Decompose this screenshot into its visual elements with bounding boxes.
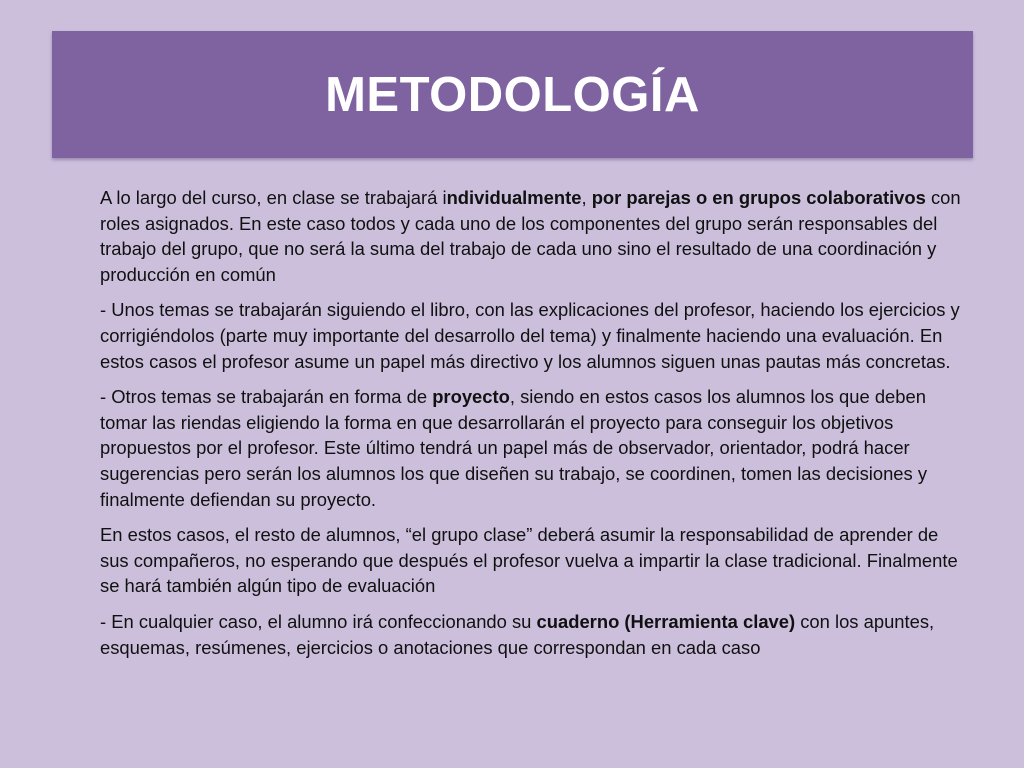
emphasis-text: ndividualmente bbox=[446, 187, 582, 208]
paragraph-text: A lo largo del curso, en clase se trabajará i bbox=[100, 187, 447, 208]
emphasis-text: por parejas o en grupos colaborativos bbox=[591, 187, 926, 208]
paragraph-text: con los apuntes, esquemas, resúmenes, ejercicios o anotaciones que correspondan en cada caso bbox=[100, 610, 935, 658]
body-paragraph bbox=[100, 297, 970, 374]
slide-body bbox=[100, 185, 970, 670]
paragraph-text: - En cualquier caso, el alumno irá confeccionando su bbox=[100, 610, 537, 632]
emphasis-text: proyecto bbox=[432, 386, 510, 408]
paragraph-text: , bbox=[581, 187, 592, 208]
body-paragraph bbox=[100, 609, 970, 660]
body-paragraph bbox=[100, 185, 970, 287]
paragraph-text: - Otros temas se trabajarán en forma de bbox=[100, 386, 433, 408]
paragraph-text: - Unos temas se trabajarán siguiendo el libro, con las explicaciones del profesor, haciendo los ejercicios y corrigiéndolos (parte muy importante del desarrollo del tema) y finalmente haciendo una evaluación. En estos casos el profesor asume un papel más directivo y los alumnos siguen unas pautas más concretas. bbox=[100, 299, 960, 372]
body-paragraph bbox=[100, 384, 970, 512]
emphasis-text: cuaderno (Herramienta clave) bbox=[536, 610, 796, 632]
paragraph-text: con roles asignados. En este caso todos y cada uno de los componentes del grupo serán responsables del trabajo del grupo, que no será la suma del trabajo de cada uno sino el resultado de una coordinación y producción en común bbox=[100, 187, 961, 285]
paragraph-text: , siendo en estos casos los alumnos los que deben tomar las riendas eligiendo la forma en que desarrollarán el proyecto para conseguir los objetivos propuestos por el profesor. Este último tendrá un papel más de observador, orientador, podrá hacer sugerencias pero serán los alumnos los que diseñen su trabajo, se coordinen, tomen las decisiones y finalmente defiendan su proyecto. bbox=[100, 386, 928, 510]
slide-title: METODOLOGÍA bbox=[325, 67, 700, 122]
paragraph-text: En estos casos, el resto de alumnos, “el grupo clase” deberá asumir la responsabilidad de aprender de sus compañeros, no esperando que después el profesor vuelva a impartir la clase tradicional. Finalmente se hará también algún tipo de evaluación bbox=[100, 524, 958, 597]
title-banner bbox=[52, 31, 973, 158]
body-paragraph bbox=[100, 522, 970, 599]
